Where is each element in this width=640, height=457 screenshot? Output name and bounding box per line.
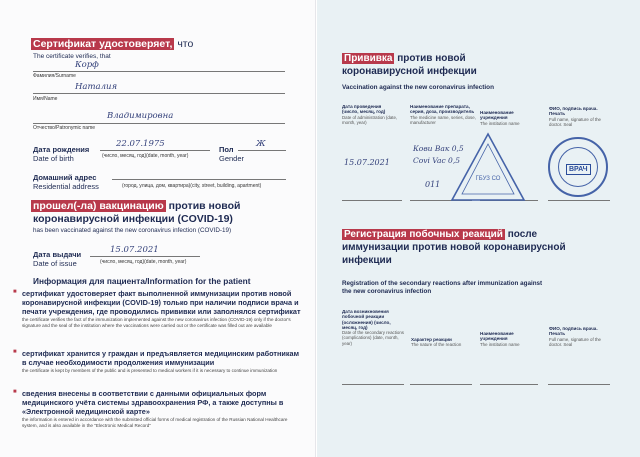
- address-label: Домашний адрес: [33, 173, 97, 182]
- vaccination-title-line2: коронавирусной инфекции: [342, 66, 477, 77]
- triangle-stamp-text: ГБУЗ СО: [475, 176, 501, 182]
- react-nature-line: [410, 384, 472, 385]
- vacc-series-value: 011: [425, 180, 441, 189]
- surname-label: Фамилия/Surname: [33, 73, 76, 79]
- name-value: Наталия: [75, 82, 118, 92]
- react-institution-line: [480, 384, 538, 385]
- address-label-en: Residential address: [33, 182, 99, 191]
- sex-label: Пол: [219, 145, 234, 154]
- reactions-title: Регистрация побочных реакций после: [344, 229, 538, 240]
- vaccinated-title: прошел(-ла) вакцинацию против новой: [33, 200, 241, 212]
- info-title: Информация для пациента/Information for the patient: [33, 276, 251, 286]
- sex-label-en: Gender: [219, 154, 245, 163]
- address-line: [112, 179, 286, 180]
- react-col-date: Дата возникновения побочной реакции (осложнения) (число, месяц, год) Date of the secondary reactions (complications) (date, month, year): [342, 309, 404, 346]
- vacc-date-line: [342, 200, 402, 201]
- reactions-title-en-2: the new coronavirus infection: [342, 288, 432, 295]
- dob-label: Дата рождения: [33, 145, 90, 154]
- sex-value: Ж: [256, 139, 266, 149]
- issue-line: [90, 256, 200, 257]
- vacc-col-institution: Наименование учреждения The institution name: [480, 110, 520, 126]
- certificate-title: Сертификат удостоверяет, что: [33, 38, 194, 50]
- react-date-line: [342, 384, 404, 385]
- vacc-date-value: 15.07.2021: [344, 158, 390, 167]
- dob-value: 22.07.1975: [116, 139, 165, 149]
- react-col-nature: Характер реакции The nature of the reaction: [411, 337, 462, 348]
- issue-hint: (число, месяц, год)(date, month, year): [100, 259, 187, 265]
- vaccinated-title-line2: коронавирусной инфекции (COVID-19): [33, 213, 233, 225]
- dob-line: [100, 150, 210, 151]
- reactions-title-en-1: Registration of the secondary reactions after immunization against: [342, 280, 543, 287]
- sex-line: [238, 150, 286, 151]
- issue-label-en: Date of issue: [33, 259, 77, 268]
- vacc-col-date: Дата проведения (число, месяц, год) Date of administration (date, month, year): [342, 104, 398, 125]
- react-doctor-line: [548, 384, 610, 385]
- patronymic-line: [33, 123, 285, 124]
- react-col-institution: Наименование учреждения The institution name: [480, 331, 520, 347]
- vacc-medicine-line1: Кови Вак 0,5: [413, 144, 464, 153]
- dob-label-en: Date of birth: [33, 154, 74, 163]
- address-hint: (город, улица, дом, квартира)(city, street, building, apartment): [122, 183, 262, 189]
- vacc-col-doctor: ФИО, подпись врача. Печать Full name, signature of the doctor. Seal: [549, 106, 601, 127]
- certificate-title-en: The certificate verifies, that: [33, 53, 111, 60]
- surname-line: [33, 71, 285, 72]
- issue-label: Дата выдачи: [33, 250, 82, 259]
- name-line: [33, 93, 285, 94]
- patronymic-value: Владимировна: [107, 111, 174, 121]
- triangle-stamp: [448, 130, 528, 210]
- vacc-doctor-line: [548, 200, 610, 201]
- react-col-doctor: ФИО, подпись врача. Печать Full name, signature of the doctor. Seal: [549, 326, 601, 347]
- dob-hint: (число, месяц, год)(date, month, year): [102, 153, 189, 159]
- vaccinated-en: has been vaccinated against the new coronavirus infection (COVID-19): [33, 227, 232, 234]
- reactions-title-line3: инфекции: [342, 255, 392, 266]
- info-bullet-1: ■ сертификат удостоверяет факт выполненной иммунизации против новой коронавирусной инфекции (COVID-19) только при наличии подписи врача и печати учреждения, где проводились прививки или заполнялся сертификат the certificate verifies the fact of the immunization implemented against the new coronavirus infection (COVID-19) only if the doctor's signature and the seal of the institution where the vaccinations were carried out or the certificate was filled out are available: [22, 289, 302, 328]
- vacc-col-medicine: Наименование препарата, серия, доза, производитель The medicine name, series, dose, manufacturer: [410, 104, 476, 125]
- doctor-stamp: ВРАЧ: [566, 164, 591, 175]
- surname-value: Корф: [75, 60, 99, 70]
- info-bullet-2: ■ сертификат хранится у граждан и предъявляется медицинским работникам в случае необходимости продолжения иммунизации the certificate is kept by members of the public and is presented to medical workers if it is necessary to continue immunization: [22, 349, 302, 374]
- name-label: Имя/Name: [33, 96, 58, 102]
- left-page: [0, 0, 316, 457]
- vacc-medicine-line2: Covi Vac 0,5: [413, 156, 460, 165]
- vaccination-title-en: Vaccination against the new coronavirus infection: [342, 84, 494, 91]
- info-bullet-3: ■ сведения внесены в соответствии с данными официальных форм медицинского учёта системы здравоохранения РФ, а также доступны в «Электронной медицинской карте» the information is entered in accordance with the submitted official forms of medical registration of the Russian National Healthcare system, and is also available in the "Electronic Medical Record": [22, 389, 302, 428]
- reactions-title-line2: иммунизации против новой коронавирусной: [342, 242, 566, 253]
- issue-value: 15.07.2021: [110, 245, 159, 255]
- vaccination-title: Прививка против новой: [344, 53, 466, 64]
- patronymic-label: Отчество/Patronymic name: [33, 125, 96, 131]
